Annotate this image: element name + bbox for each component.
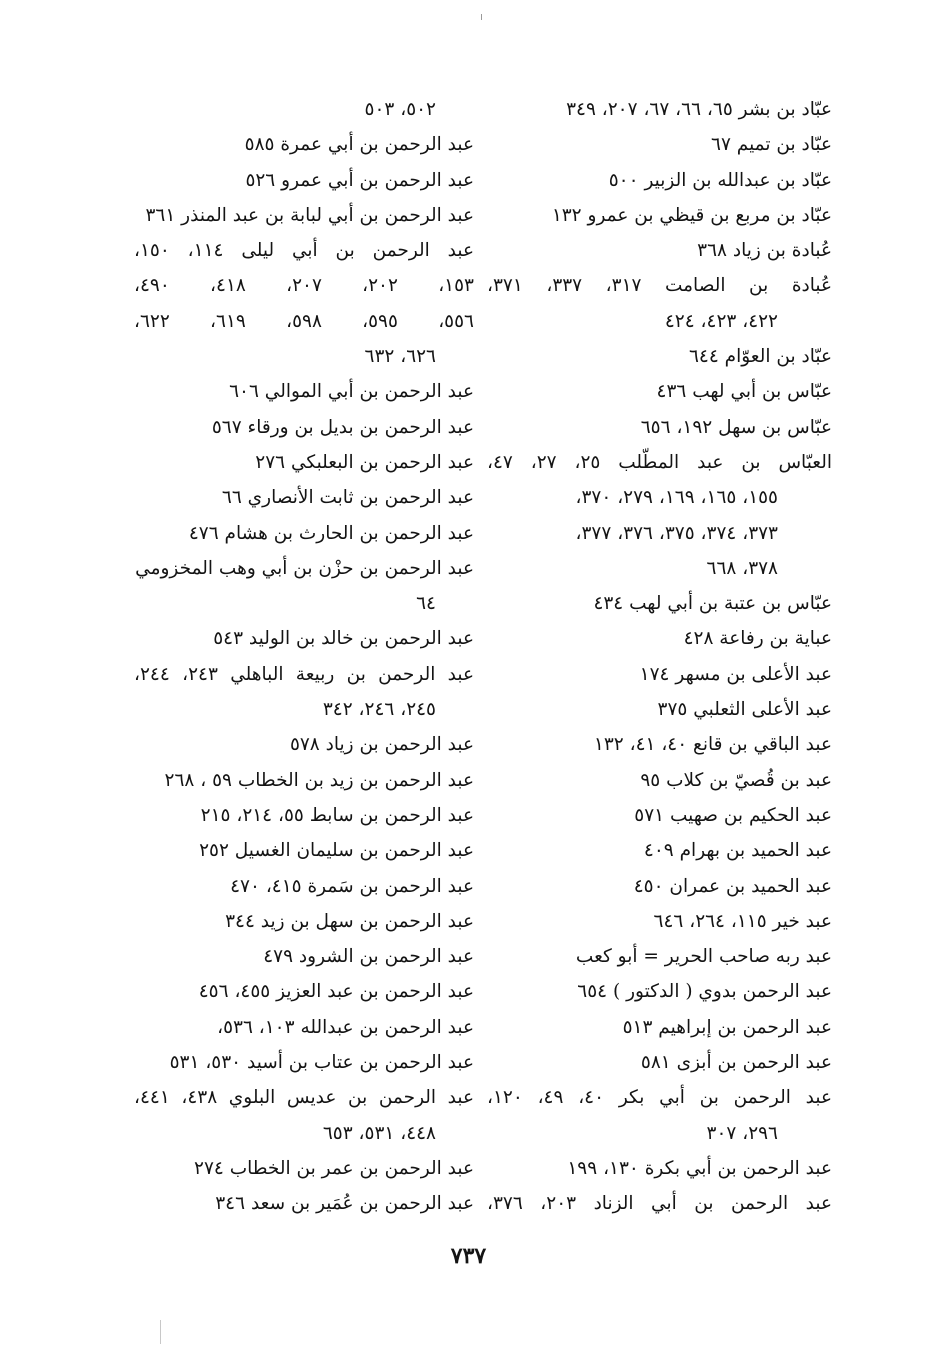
index-entry-line: عبد الرحمن بن حزْن بن أبي وهب المخزومي bbox=[135, 557, 474, 579]
scan-mark-bottom bbox=[160, 1320, 161, 1344]
index-column-left bbox=[134, 92, 474, 1222]
index-entry-line: ٢٤٥، ٢٤٦، ٣٤٢ bbox=[322, 699, 436, 721]
index-entry-line: عبد الرحمن بن أبي عمرة ٥٨٥ bbox=[244, 134, 474, 156]
index-entry-line: عبد الرحمن بن سهل بن زيد ٣٤٤ bbox=[225, 910, 474, 932]
index-entry-line: ٦٢٦، ٦٣٢ bbox=[364, 346, 436, 368]
index-entry-line: عبد الرحمن بن عديس البلوي ٤٣٨، ٤٤١، bbox=[134, 1087, 474, 1109]
index-entry-line: ٣٧٣، ٣٧٤، ٣٧٥، ٣٧٦، ٣٧٧، bbox=[575, 522, 778, 544]
index-entry-line: ٤٢٢، ٤٢٣، ٤٢٤ bbox=[664, 310, 778, 332]
index-entry-line: عبد الرحمن بن بديل بن ورقاء ٥٦٧ bbox=[211, 416, 474, 438]
index-entry-line: عبد الأعلى الثعلبي ٣٧٥ bbox=[657, 699, 832, 721]
index-entry-line: عبد الرحمن بن عُمَير بن سعد ٣٤٦ bbox=[215, 1193, 474, 1215]
index-entry-line: عبد الرحمن بن الحارث بن هشام ٤٧٦ bbox=[188, 522, 474, 544]
index-entry-line: عبد الرحمن بن البعلبكي ٢٧٦ bbox=[255, 451, 474, 473]
index-entry-line: عبد الرحمن بن أبي لبابة بن عبد المنذر ٣٦١ bbox=[145, 204, 474, 226]
index-entry-line: عبد الرحمن بن زياد ٥٧٨ bbox=[289, 734, 474, 756]
index-entry-line: عبد الرحمن بن عبدالله ١٠٣، ٥٣٦، bbox=[217, 1016, 474, 1038]
index-entry-line: عبد الرحمن بن عمر بن الخطاب ٢٧٤ bbox=[194, 1157, 474, 1179]
index-entry-line: عبد الرحمن بن أبي ليلى ١١٤، ١٥٠، bbox=[134, 240, 474, 262]
index-entry-line: عبد الرحمن بن أبي الموالي ٦٠٦ bbox=[229, 381, 474, 403]
index-entry-line: عبد الرحمن بن سليمان الغسيل ٢٥٢ bbox=[199, 840, 474, 862]
index-entry-line: ٥٥٦، ٥٩٥، ٥٩٨، ٦١٩، ٦٢٢، bbox=[134, 310, 474, 332]
scan-mark-top bbox=[481, 14, 482, 20]
index-entry-line: عبد الحميد بن عمران ٤٥٠ bbox=[633, 875, 832, 897]
index-entry-line: عبد الرحمن بن الشرود ٤٧٩ bbox=[263, 946, 474, 968]
index-entry-line: عُبادة بن زياد ٣٦٨ bbox=[697, 240, 832, 262]
index-entry-line: عبّاد بن مربع بن قيظي بن عمرو ١٣٢ bbox=[551, 204, 832, 226]
index-entry-line: عبد الرحمن بن عبد العزيز ٤٥٥، ٤٥٦ bbox=[198, 981, 474, 1003]
index-entry-line: عبد الرحمن بن سابط ٥٥، ٢١٤، ٢١٥ bbox=[200, 804, 474, 826]
index-entry-line: عبد الحكيم بن صهيب ٥٧١ bbox=[634, 804, 832, 826]
index-entry-line: عبّاد بن عبدالله بن الزبير ٥٠٠ bbox=[608, 169, 832, 191]
index-entry-line: عبد الرحمن بن زيد بن الخطاب ٥٩ ، ٢٦٨ bbox=[164, 769, 474, 791]
index-entry-line: عباية بن رفاعة ٤٢٨ bbox=[683, 628, 832, 650]
index-entry-line: ٤٤٨، ٥٣١، ٦٥٣ bbox=[322, 1122, 436, 1144]
index-entry-line: ٢٩٦، ٣٠٧ bbox=[706, 1122, 778, 1144]
index-entry-line: ١٥٥، ١٦٥، ١٦٩، ٢٧٩، ٣٧٠، bbox=[575, 487, 778, 509]
index-entry-line: عبد الرحمن بن أبزى ٥٨١ bbox=[640, 1052, 832, 1074]
index-entry-line: عبد الرحمن بن أبي بكرة ١٣٠، ١٩٩ bbox=[567, 1157, 832, 1179]
index-entry-line: عبّاد بن بشر ٦٥، ٦٦، ٦٧، ٢٠٧، ٣٤٩ bbox=[566, 99, 832, 120]
index-entry-line: عبد الحميد بن بهرام ٤٠٩ bbox=[643, 840, 832, 862]
index-entry-line: عبد الرحمن بن سَمرة ٤١٥، ٤٧٠ bbox=[230, 875, 474, 897]
index-entry-line: عبّاد بن تميم ٦٧ bbox=[711, 134, 832, 156]
index-entry-line: عبد الرحمن بن ربيعة الباهلي ٢٤٣، ٢٤٤، bbox=[134, 663, 474, 685]
index-entry-line: عبد الأعلى بن مسهر ١٧٤ bbox=[639, 663, 832, 685]
index-entry-line: ١٥٣، ٢٠٢، ٢٠٧، ٤١٨، ٤٩٠، bbox=[134, 275, 474, 297]
index-entry-line: عُبادة بن الصامت ٣١٧، ٣٣٧، ٣٧١، bbox=[487, 275, 832, 297]
index-entry-line: عبد الرحمن بن ثابت الأنصاري ٦٦ bbox=[221, 487, 474, 509]
index-entry-line: عبد الرحمن بدوي ( الدكتور ) ٦٥٤ bbox=[577, 981, 832, 1003]
index-entry-line: عبد ربه صاحب الحرير = أبو كعب bbox=[575, 946, 832, 968]
page-number: ٧٣٧ bbox=[450, 1243, 487, 1269]
index-entry-line: عبد الرحمن بن أبي عمرو ٥٢٦ bbox=[245, 169, 474, 191]
index-column-right bbox=[487, 92, 832, 1222]
index-entry-line: ٥٠٢، ٥٠٣ bbox=[364, 99, 436, 120]
index-entry-line: ٦٤ bbox=[416, 593, 436, 615]
index-entry-line: عبد الرحمن بن أبي بكر ٤٠، ٤٩، ١٢٠، bbox=[487, 1087, 832, 1109]
index-entry-line: عبد خير ١١٥، ٢٦٤، ٦٤٦ bbox=[653, 910, 832, 932]
index-entry-line: ٣٧٨، ٦٦٨ bbox=[706, 557, 778, 579]
index-entry-line: عبّاس بن عتبة بن أبي لهب ٤٣٤ bbox=[593, 593, 832, 615]
index-entry-line: عبد الرحمن بن أبي الزناد ٢٠٣، ٣٧٦، bbox=[487, 1193, 832, 1215]
index-entry-line: عبّاس بن أبي لهب ٤٣٦ bbox=[656, 381, 832, 403]
index-entry-line: العبّاس بن عبد المطّلب ٢٥، ٢٧، ٤٧، bbox=[487, 451, 832, 473]
index-entry-line: عبد الرحمن بن عتاب بن أسيد ٥٣٠، ٥٣١ bbox=[169, 1052, 474, 1074]
index-entry-line: عبد الباقي بن قانع ٤٠، ٤١، ١٣٢ bbox=[593, 734, 832, 756]
index-entry-line: عبّاس بن سهل ١٩٢، ٦٥٦ bbox=[640, 416, 832, 438]
index-entry-line: عبد بن قُصيّ بن كلاب ٩٥ bbox=[640, 769, 832, 791]
index-entry-line: عبد الرحمن بن إبراهيم ٥١٣ bbox=[622, 1016, 832, 1038]
index-entry-line: عبد الرحمن بن خالد بن الوليد ٥٤٣ bbox=[213, 628, 474, 650]
index-entry-line: عبّاد بن العوّام ٦٤٤ bbox=[688, 346, 832, 368]
